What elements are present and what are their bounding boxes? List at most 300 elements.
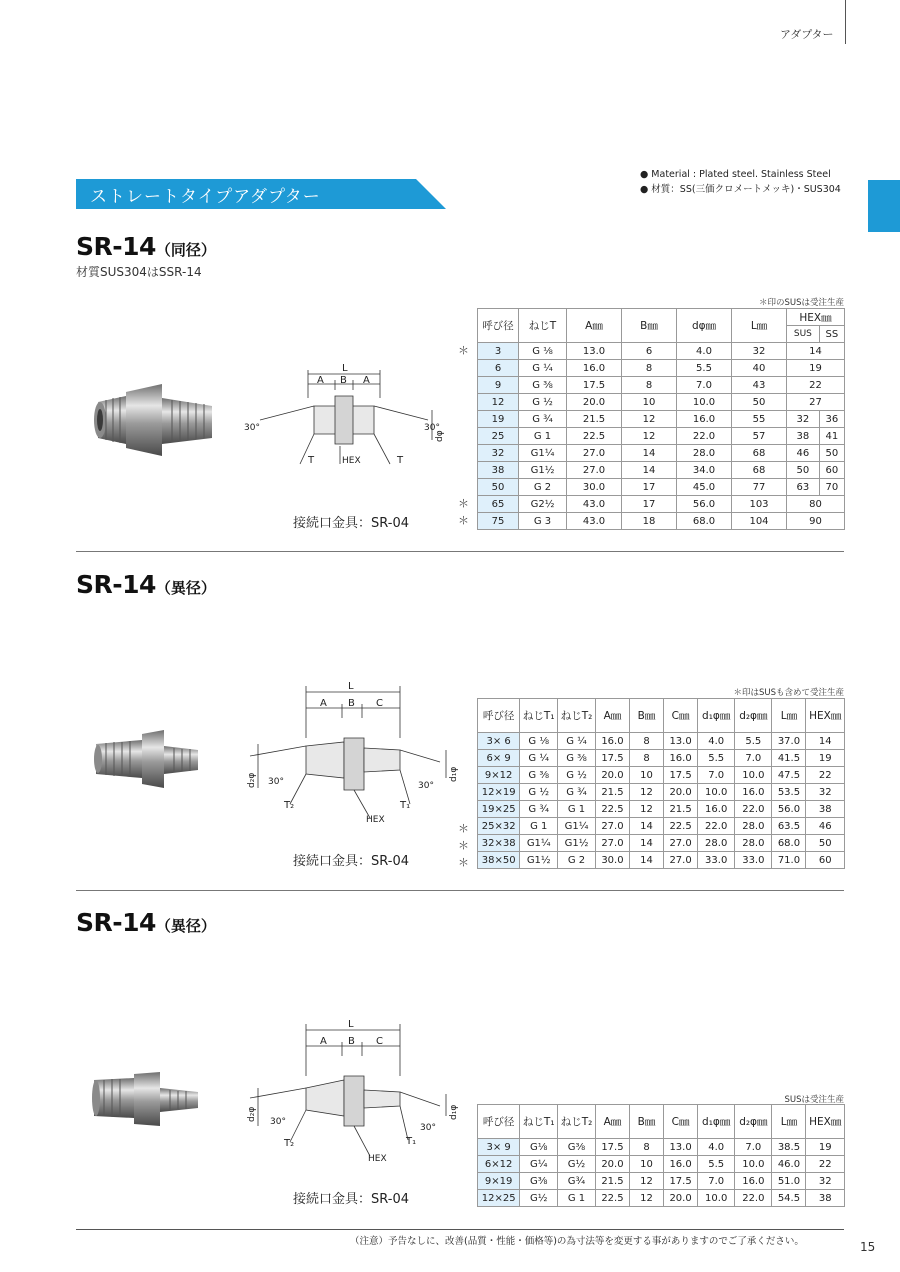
table-row [478,513,845,530]
table-cell: 16.0 [677,411,732,428]
table-cell: G ¼ [519,360,567,377]
table-cell: G ⅜ [558,750,596,767]
table-cell: G1½ [520,852,558,869]
table-cell: 17.5 [595,750,629,767]
section1-subtitle: （同径） [155,241,216,259]
dim-label-b: B [348,698,355,709]
size-cell: 6× 9 [478,750,520,767]
size-cell: 12×19 [478,784,520,801]
table-row [478,343,845,360]
table-cell: 17 [622,479,677,496]
dim-label-angle-right: 30° [424,423,440,433]
dimension-diagram-1 [240,360,450,470]
section2-title [76,570,216,599]
dim-label-c: C [376,698,383,709]
table-cell: G⅛ [520,1139,558,1156]
table-cell: 8 [622,377,677,394]
table-cell: 90 [787,513,845,530]
section3-connection: 接続口金具：SR-04 [293,1192,409,1207]
table-cell: G1½ [519,462,567,479]
section-divider [76,890,844,891]
size-cell: 3× 6 [478,733,520,750]
dim-label-hex: HEX [342,456,361,466]
header-divider [845,0,846,44]
size-cell: 32 [478,445,519,462]
col-l: L㎜ [732,309,787,343]
col-size: 呼び径 [478,1105,520,1139]
size-cell: 19×25 [478,801,520,818]
table-cell: 71.0 [772,852,806,869]
table-cell: 13.0 [567,343,622,360]
table-cell: 27.0 [664,852,698,869]
table-row [478,360,845,377]
table-cell: 17.5 [664,1173,698,1190]
table-row [478,767,845,784]
table-cell: 19 [806,750,845,767]
table-cell: 13.0 [664,1139,698,1156]
table-cell: G ¾ [520,801,558,818]
table-row [478,445,845,462]
dim-label-angle-left: 30° [270,1117,286,1127]
size-cell: 6×12 [478,1156,520,1173]
dim-label-a-left: A [317,375,324,386]
table-cell: 5.5 [735,733,772,750]
table-cell: 46 [787,445,820,462]
side-index-tab [868,180,900,232]
col-a: A㎜ [595,699,629,733]
col-hex-ss: SS [819,326,844,343]
table-cell: G 1 [519,428,567,445]
table-cell: 22.5 [595,801,629,818]
section1-table-note: ＊印のSUSは受注生産 [758,298,844,308]
dim-label-l: L [348,1019,354,1030]
table-cell: G ¾ [558,784,596,801]
table-cell: 34.0 [677,462,732,479]
table-cell: G1¼ [558,818,596,835]
table-cell: 7.0 [735,750,772,767]
table-row [478,750,845,767]
table-cell: 50 [806,835,845,852]
table-cell: 37.0 [772,733,806,750]
col-d1: d₁φ㎜ [698,1105,735,1139]
table-cell: 22 [806,1156,845,1173]
col-c: C㎜ [664,1105,698,1139]
table-cell: 55 [732,411,787,428]
table-cell: 6 [622,343,677,360]
dim-label-angle-left: 30° [244,423,260,433]
section-divider [76,551,844,552]
table-cell: 22.0 [698,818,735,835]
table-cell: G2½ [519,496,567,513]
table-cell: 28.0 [735,835,772,852]
size-cell: 9 [478,377,519,394]
table-cell: 10.0 [698,784,735,801]
table-cell: 43.0 [567,513,622,530]
table-row [478,1156,845,1173]
table-cell: 14 [787,343,845,360]
table-cell: 33.0 [698,852,735,869]
table-row [478,462,845,479]
table-cell: 4.0 [698,733,735,750]
table-row [478,835,845,852]
spec-table-3 [477,1104,845,1207]
section3-subtitle: （異径） [155,917,216,935]
table-cell: 50 [787,462,820,479]
footer-divider [76,1229,844,1230]
dim-label-t1: T₁ [406,1136,417,1147]
table-cell: 40 [732,360,787,377]
table-cell: 103 [732,496,787,513]
section2-connection: 接続口金具：SR-04 [293,854,409,869]
table-cell: 7.0 [698,767,735,784]
table-cell: 68 [732,462,787,479]
table-cell: 22 [806,767,845,784]
star-mark: ＊ [458,344,469,357]
table-cell: 21.5 [567,411,622,428]
table-cell: 27.0 [595,835,629,852]
table-row [478,411,845,428]
table-cell: 10.0 [677,394,732,411]
table-cell: 60 [806,852,845,869]
table-cell: 33.0 [735,852,772,869]
table-cell: 7.0 [735,1139,772,1156]
category-label: アダプター [780,28,834,41]
table-cell: G ⅛ [519,343,567,360]
table-cell: 60 [819,462,844,479]
dim-label-b: B [340,375,347,386]
table-cell: G ¾ [519,411,567,428]
col-b: B㎜ [629,1105,663,1139]
table-cell: 19 [787,360,845,377]
table-cell: 30.0 [567,479,622,496]
size-cell: 75 [478,513,519,530]
adapter-photo-1 [92,378,220,462]
table-cell: 46.0 [772,1156,806,1173]
table-cell: G⅜ [558,1139,596,1156]
table-cell: 22.5 [567,428,622,445]
table-cell: 14 [629,818,663,835]
table-cell: 8 [629,750,663,767]
table-cell: 10.0 [698,1190,735,1207]
table-cell: 38 [806,1190,845,1207]
table-cell: 68.0 [677,513,732,530]
table-cell: 63.5 [772,818,806,835]
table-cell: G1¼ [520,835,558,852]
table-cell: 21.5 [664,801,698,818]
table-cell: 104 [732,513,787,530]
table-cell: G 1 [520,818,558,835]
table-cell: 20.0 [567,394,622,411]
table-cell: 20.0 [595,767,629,784]
size-cell: 3 [478,343,519,360]
dim-label-d: dφ [435,430,445,442]
spec-table-1 [477,308,845,530]
section2-model: SR-14 [76,570,156,599]
table-cell: G ½ [558,767,596,784]
table-cell: 19 [806,1139,845,1156]
table-cell: 77 [732,479,787,496]
table-cell: 16.0 [664,1156,698,1173]
table-cell: 17 [622,496,677,513]
dim-label-angle-right: 30° [418,781,434,791]
table-row [478,818,845,835]
table-cell: 17.5 [567,377,622,394]
col-thread: ねじT [519,309,567,343]
table-cell: 14 [622,445,677,462]
col-b: B㎜ [622,309,677,343]
table-cell: 30.0 [595,852,629,869]
dim-label-a: A [320,698,327,709]
table-cell: 27.0 [595,818,629,835]
table-cell: 16.0 [735,1173,772,1190]
section2-subtitle: （異径） [155,579,216,597]
col-a: A㎜ [595,1105,629,1139]
col-t1: ねじT₁ [520,699,558,733]
table-cell: 5.5 [698,750,735,767]
size-cell: 50 [478,479,519,496]
table-cell: G1½ [558,835,596,852]
col-size: 呼び径 [478,309,519,343]
col-a: A㎜ [567,309,622,343]
table-cell: 53.5 [772,784,806,801]
table-cell: 50 [819,445,844,462]
dim-label-a: A [320,1036,327,1047]
star-mark: ＊ [458,856,469,869]
table-cell: 27.0 [567,445,622,462]
section1-model: SR-14 [76,232,156,261]
table-cell: 51.0 [772,1173,806,1190]
table-row [478,479,845,496]
star-mark: ＊ [458,497,469,510]
table-cell: 22.0 [677,428,732,445]
table-cell: 10.0 [735,767,772,784]
star-mark: ＊ [458,822,469,835]
table-cell: 50 [732,394,787,411]
table-cell: 8 [629,1139,663,1156]
table-cell: 80 [787,496,845,513]
col-c: C㎜ [664,699,698,733]
dim-label-t1: T₁ [400,800,411,811]
size-cell: 65 [478,496,519,513]
star-mark: ＊ [458,839,469,852]
dim-label-hex: HEX [368,1154,387,1164]
size-cell: 32×38 [478,835,520,852]
dim-label-a-right: A [363,375,370,386]
table-cell: 28.0 [735,818,772,835]
table-cell: 41.5 [772,750,806,767]
table-cell: 57 [732,428,787,445]
spec-table-2 [477,698,845,869]
table-cell: 22 [787,377,845,394]
table-cell: 18 [622,513,677,530]
section3-table-note: SUSは受注生産 [784,1095,844,1105]
table-cell: 32 [806,784,845,801]
table-cell: G⅜ [520,1173,558,1190]
table-cell: 56.0 [677,496,732,513]
table-cell: 20.0 [595,1156,629,1173]
col-l: L㎜ [772,1105,806,1139]
size-cell: 12 [478,394,519,411]
col-t1: ねじT₁ [520,1105,558,1139]
table-cell: 21.5 [595,784,629,801]
table-cell: 70 [819,479,844,496]
table-cell: 14 [629,835,663,852]
col-hex-sus: SUS [787,326,820,343]
table-cell: 10.0 [735,1156,772,1173]
dim-label-d1: d₁φ [449,1104,459,1120]
table-cell: 16.0 [664,750,698,767]
dim-label-l: L [342,363,348,374]
material-en: ● Material : Plated steel. Stainless Steel [640,169,831,180]
table-cell: 28.0 [698,835,735,852]
col-l: L㎜ [772,699,806,733]
col-hex: HEX㎜ [806,1105,845,1139]
table-cell: 4.0 [677,343,732,360]
col-hex: HEX㎜ [787,309,845,326]
table-cell: 17.5 [664,767,698,784]
table-cell: 12 [622,411,677,428]
section1-material-note: 材質SUS304はSSR-14 [76,265,202,279]
size-cell: 3× 9 [478,1139,520,1156]
section1-title [76,232,216,261]
table-cell: 16.0 [698,801,735,818]
dim-label-d2: d₂φ [247,1106,257,1122]
table-cell: G 1 [558,1190,596,1207]
table-cell: 38.5 [772,1139,806,1156]
table-cell: 13.0 [664,733,698,750]
size-cell: 38 [478,462,519,479]
dim-label-t2: T₂ [284,1138,295,1149]
table-row [478,1190,845,1207]
table-cell: 22.5 [595,1190,629,1207]
table-row [478,394,845,411]
table-cell: G 2 [519,479,567,496]
table-row [478,1173,845,1190]
table-cell: G ½ [520,784,558,801]
table-cell: 16.0 [595,733,629,750]
page-number: 15 [860,1240,876,1254]
section1-connection: 接続口金具：SR-04 [293,516,409,531]
size-cell: 38×50 [478,852,520,869]
table-cell: 10 [629,1156,663,1173]
table-cell: 10 [622,394,677,411]
table-cell: 17.5 [595,1139,629,1156]
table-cell: 16.0 [735,784,772,801]
table-cell: 54.5 [772,1190,806,1207]
table-cell: 12 [629,1173,663,1190]
adapter-photo-2 [92,728,202,790]
table-cell: 28.0 [677,445,732,462]
table-row [478,784,845,801]
table-cell: 38 [806,801,845,818]
table-cell: 63 [787,479,820,496]
col-b: B㎜ [629,699,663,733]
table-cell: 14 [629,852,663,869]
col-hex: HEX㎜ [806,699,845,733]
table-cell: G½ [558,1156,596,1173]
table-cell: 8 [629,733,663,750]
table-row [478,852,845,869]
table-cell: 12 [622,428,677,445]
table-cell: 5.5 [698,1156,735,1173]
table-cell: 43.0 [567,496,622,513]
table-cell: 38 [787,428,820,445]
col-d: dφ㎜ [677,309,732,343]
table-row [478,733,845,750]
col-t2: ねじT₂ [558,1105,596,1139]
table-row [478,1139,845,1156]
dim-label-hex: HEX [366,815,385,825]
table-cell: G 3 [519,513,567,530]
table-cell: 47.5 [772,767,806,784]
dim-label-c: C [376,1036,383,1047]
table-cell: G¾ [558,1173,596,1190]
table-cell: 5.5 [677,360,732,377]
col-t2: ねじT₂ [558,699,596,733]
table-cell: 27.0 [567,462,622,479]
section3-title [76,908,216,937]
footer-note: （注意）予告なしに、改善(品質・性能・価格等)の為寸法等を変更する事がありますのでご了承ください。 [350,1236,804,1247]
size-cell: 9×19 [478,1173,520,1190]
dimension-diagram-3 [240,1016,462,1166]
table-cell: 14 [622,462,677,479]
table-cell: 32 [806,1173,845,1190]
table-cell: 8 [622,360,677,377]
table-cell: G ½ [519,394,567,411]
table-cell: 22.0 [735,801,772,818]
table-cell: G ¼ [558,733,596,750]
banner-title: ストレートタイプアダプター [90,187,321,207]
table-cell: 22.5 [664,818,698,835]
table-cell: 32 [732,343,787,360]
dim-label-d2: d₂φ [247,772,257,788]
dimension-diagram-2 [240,678,462,826]
dim-label-t-left: T [308,455,315,466]
table-cell: 36 [819,411,844,428]
table-row [478,377,845,394]
table-cell: 20.0 [664,1190,698,1207]
table-cell: 16.0 [567,360,622,377]
adapter-photo-3 [90,1072,202,1126]
table-cell: 45.0 [677,479,732,496]
table-cell: 7.0 [677,377,732,394]
table-cell: 7.0 [698,1173,735,1190]
table-cell: G ¼ [520,750,558,767]
table-cell: 41 [819,428,844,445]
table-cell: 12 [629,1190,663,1207]
section2-table-note: ＊印はSUSも含めて受注生産 [733,688,844,698]
table-row [478,801,845,818]
table-cell: 22.0 [735,1190,772,1207]
table-cell: 68.0 [772,835,806,852]
dim-label-angle-left: 30° [268,777,284,787]
table-cell: 56.0 [772,801,806,818]
dim-label-l: L [348,681,354,692]
size-cell: 6 [478,360,519,377]
size-cell: 25 [478,428,519,445]
col-d2: d₂φ㎜ [735,699,772,733]
table-cell: G 2 [558,852,596,869]
table-row [478,496,845,513]
col-size: 呼び径 [478,699,520,733]
table-cell: G½ [520,1190,558,1207]
table-cell: 10 [629,767,663,784]
table-cell: 20.0 [664,784,698,801]
table-cell: 32 [787,411,820,428]
dim-label-b: B [348,1036,355,1047]
star-mark: ＊ [458,514,469,527]
table-cell: G ⅜ [520,767,558,784]
